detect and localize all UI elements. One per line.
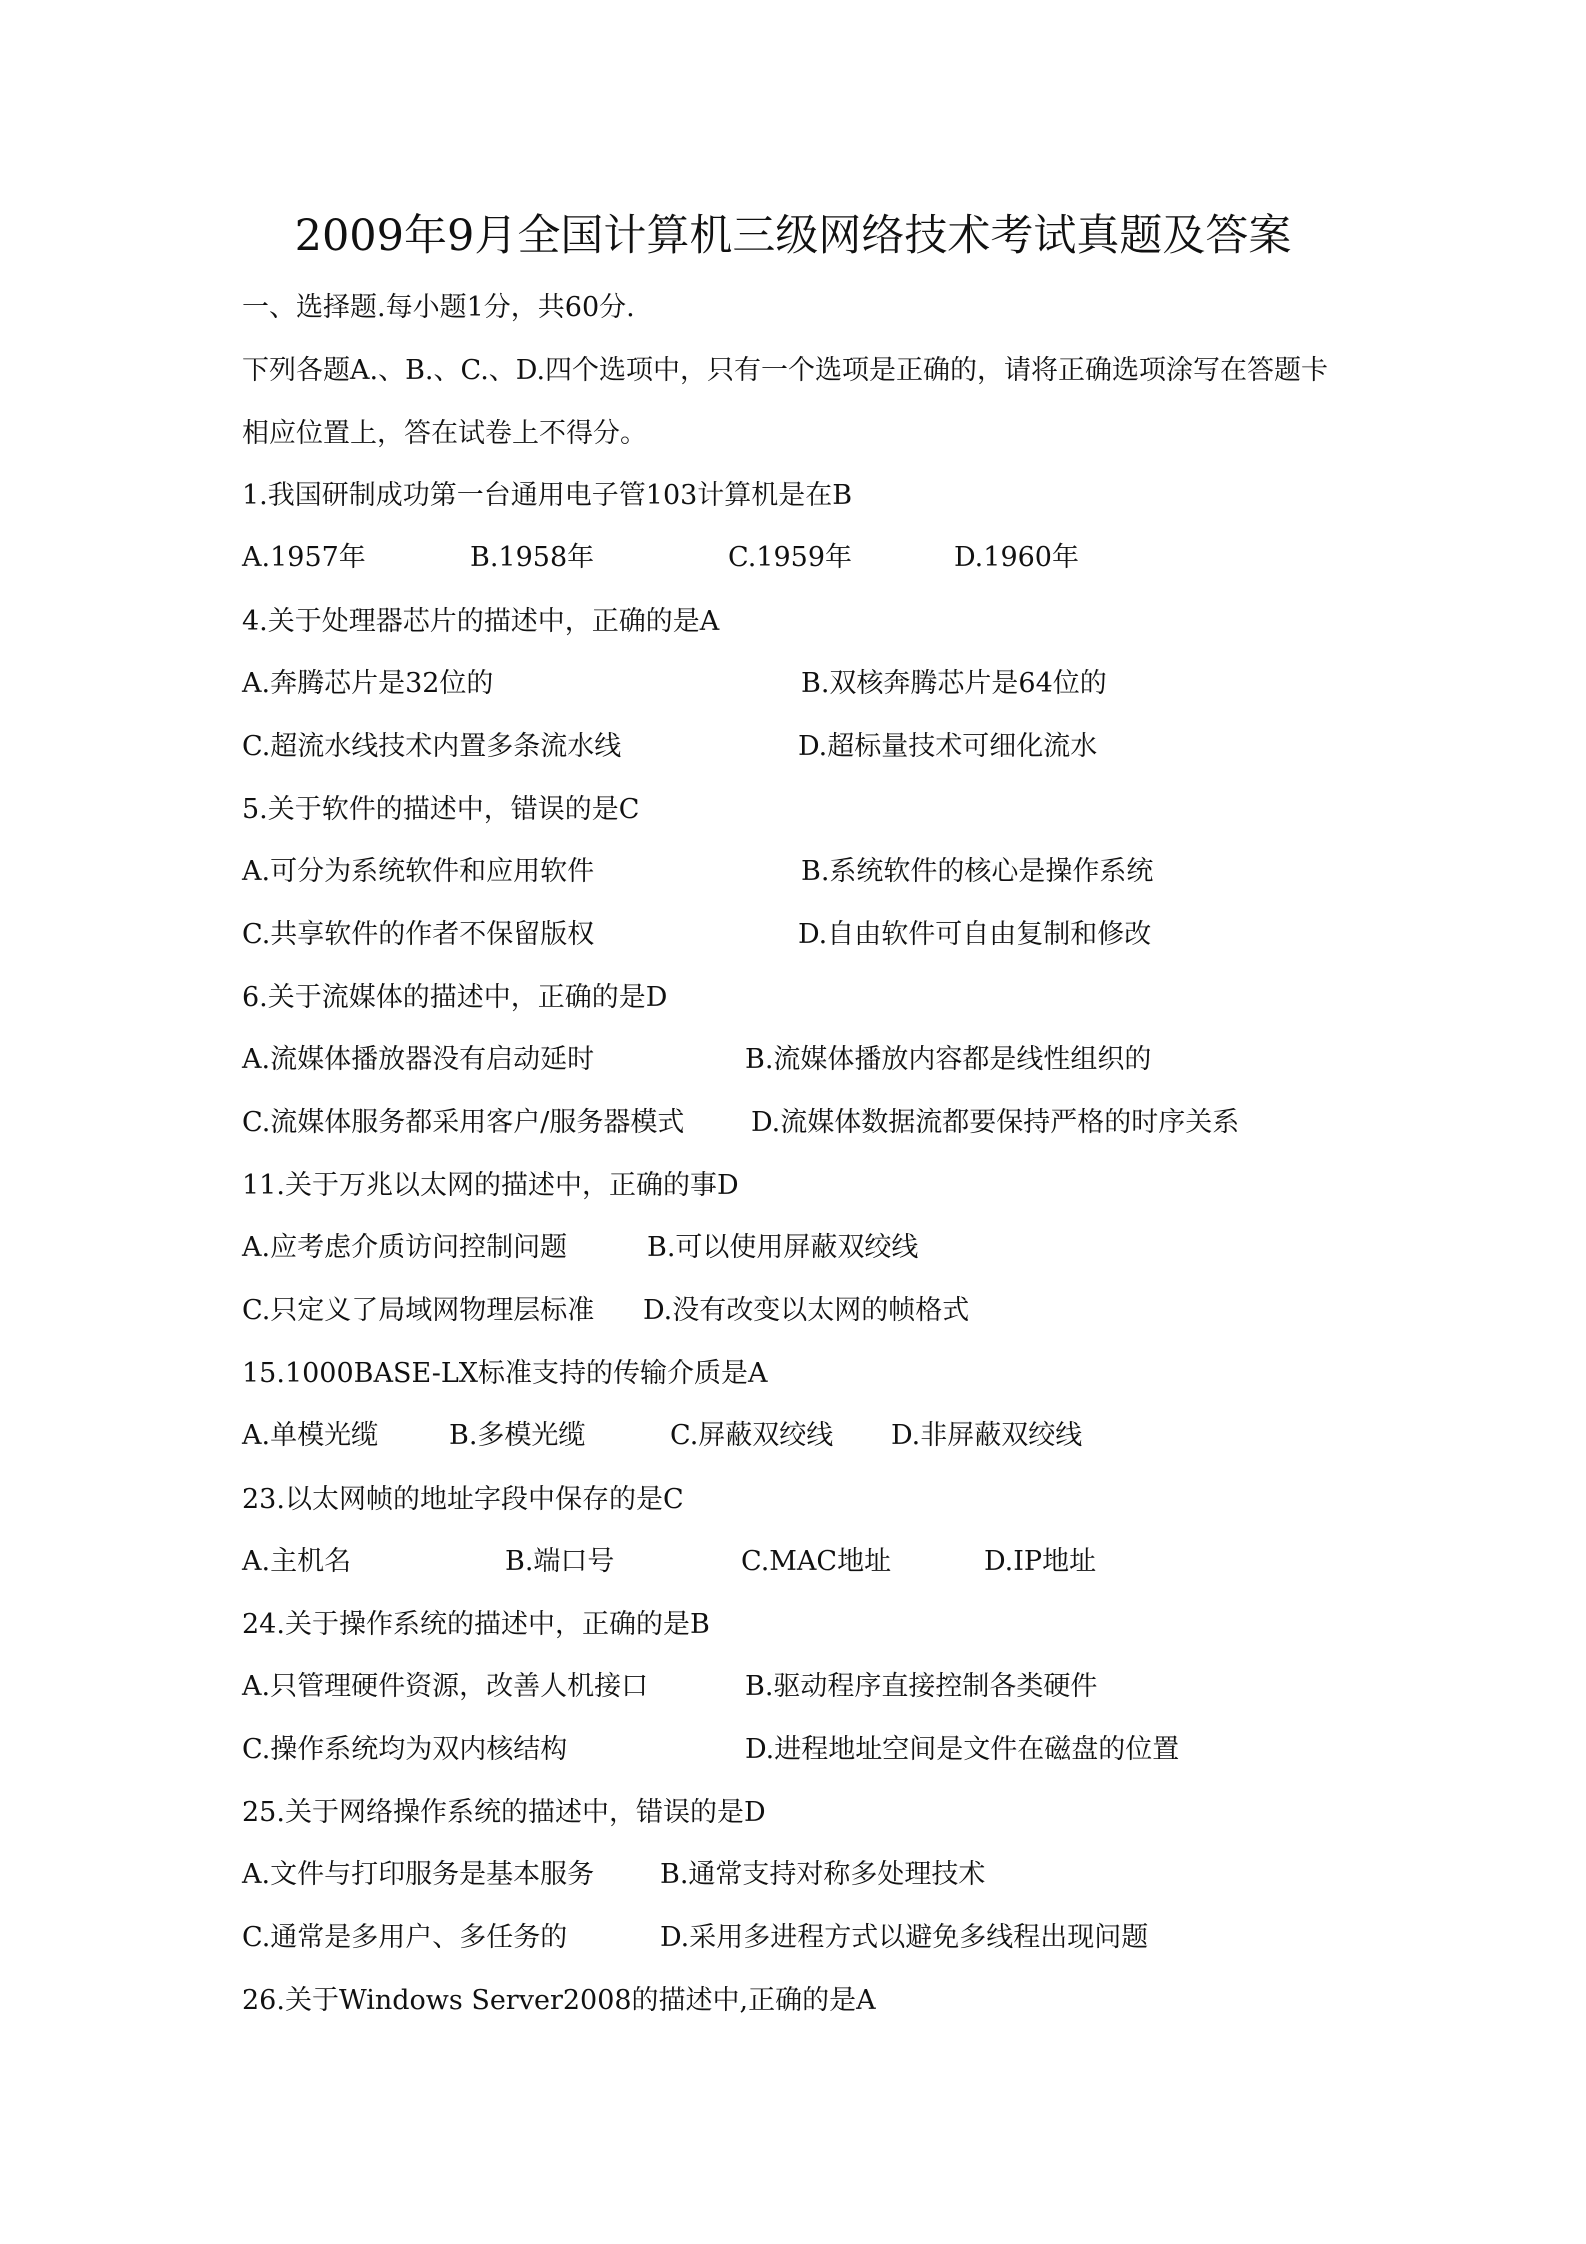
option-a: A.1957年 <box>242 542 366 573</box>
instructions-line: 相应位置上，答在试卷上不得分。 <box>242 418 647 449</box>
option-b: B.多模光缆 <box>449 1420 586 1451</box>
question-stem: 5.关于软件的描述中，错误的是C <box>242 794 640 825</box>
option-d: D.超标量技术可细化流水 <box>798 731 1098 762</box>
question-stem: 26.关于Windows Server2008的描述中,正确的是A <box>242 1985 876 2016</box>
option-d: D.1960年 <box>954 542 1079 573</box>
option-c: C.流媒体服务都采用客户/服务器模式 <box>242 1107 685 1138</box>
option-c: C.只定义了局域网物理层标准 <box>242 1295 595 1326</box>
option-a: A.主机名 <box>242 1546 352 1577</box>
page-title: 2009年9月全国计算机三级网络技术考试真题及答案 <box>294 211 1292 261</box>
option-a: A.应考虑介质访问控制问题 <box>242 1232 568 1263</box>
option-c: C.屏蔽双绞线 <box>670 1420 834 1451</box>
question-stem: 11.关于万兆以太网的描述中，正确的事D <box>242 1170 739 1201</box>
question-stem: 6.关于流媒体的描述中，正确的是D <box>242 982 668 1013</box>
option-d: D.没有改变以太网的帧格式 <box>643 1295 970 1326</box>
question-stem: 23.以太网帧的地址字段中保存的是C <box>242 1484 684 1515</box>
option-b: B.可以使用屏蔽双绞线 <box>647 1232 919 1263</box>
question-stem: 25.关于网络操作系统的描述中，错误的是D <box>242 1797 766 1828</box>
option-b: B.通常支持对称多处理技术 <box>660 1859 986 1890</box>
section-heading: 一、选择题.每小题1分，共60分. <box>242 292 635 323</box>
option-c: C.MAC地址 <box>741 1546 892 1577</box>
option-a: A.奔腾芯片是32位的 <box>242 668 494 699</box>
option-a: A.单模光缆 <box>242 1420 379 1451</box>
option-b: B.1958年 <box>470 542 595 573</box>
option-a: A.可分为系统软件和应用软件 <box>242 856 595 887</box>
option-c: C.通常是多用户、多任务的 <box>242 1922 568 1953</box>
option-b: B.双核奔腾芯片是64位的 <box>801 668 1107 699</box>
option-c: C.1959年 <box>728 542 852 573</box>
option-d: D.自由软件可自由复制和修改 <box>798 919 1152 950</box>
option-c: C.共享软件的作者不保留版权 <box>242 919 595 950</box>
option-a: A.流媒体播放器没有启动延时 <box>242 1044 595 1075</box>
option-c: C.操作系统均为双内核结构 <box>242 1734 568 1765</box>
option-d: D.非屏蔽双绞线 <box>891 1420 1083 1451</box>
question-stem: 15.1000BASE-LX标准支持的传输介质是A <box>242 1358 768 1389</box>
option-b: B.流媒体播放内容都是线性组织的 <box>745 1044 1152 1075</box>
option-c: C.超流水线技术内置多条流水线 <box>242 731 622 762</box>
instructions-line: 下列各题A.、B.、C.、D.四个选项中，只有一个选项是正确的，请将正确选项涂写在答题卡 <box>242 355 1329 386</box>
option-a: A.只管理硬件资源，改善人机接口 <box>242 1671 649 1702</box>
option-d: D.流媒体数据流都要保持严格的时序关系 <box>751 1107 1240 1138</box>
option-b: B.端口号 <box>505 1546 615 1577</box>
option-b: B.系统软件的核心是操作系统 <box>801 856 1154 887</box>
option-a: A.文件与打印服务是基本服务 <box>242 1859 595 1890</box>
question-stem: 4.关于处理器芯片的描述中，正确的是A <box>242 606 720 637</box>
question-stem: 1.我国研制成功第一台通用电子管103计算机是在B <box>242 480 853 511</box>
option-b: B.驱动程序直接控制各类硬件 <box>745 1671 1098 1702</box>
option-d: D.进程地址空间是文件在磁盘的位置 <box>745 1734 1180 1765</box>
option-d: D.采用多进程方式以避免多线程出现问题 <box>660 1922 1149 1953</box>
question-stem: 24.关于操作系统的描述中，正确的是B <box>242 1609 710 1640</box>
option-d: D.IP地址 <box>984 1546 1097 1577</box>
